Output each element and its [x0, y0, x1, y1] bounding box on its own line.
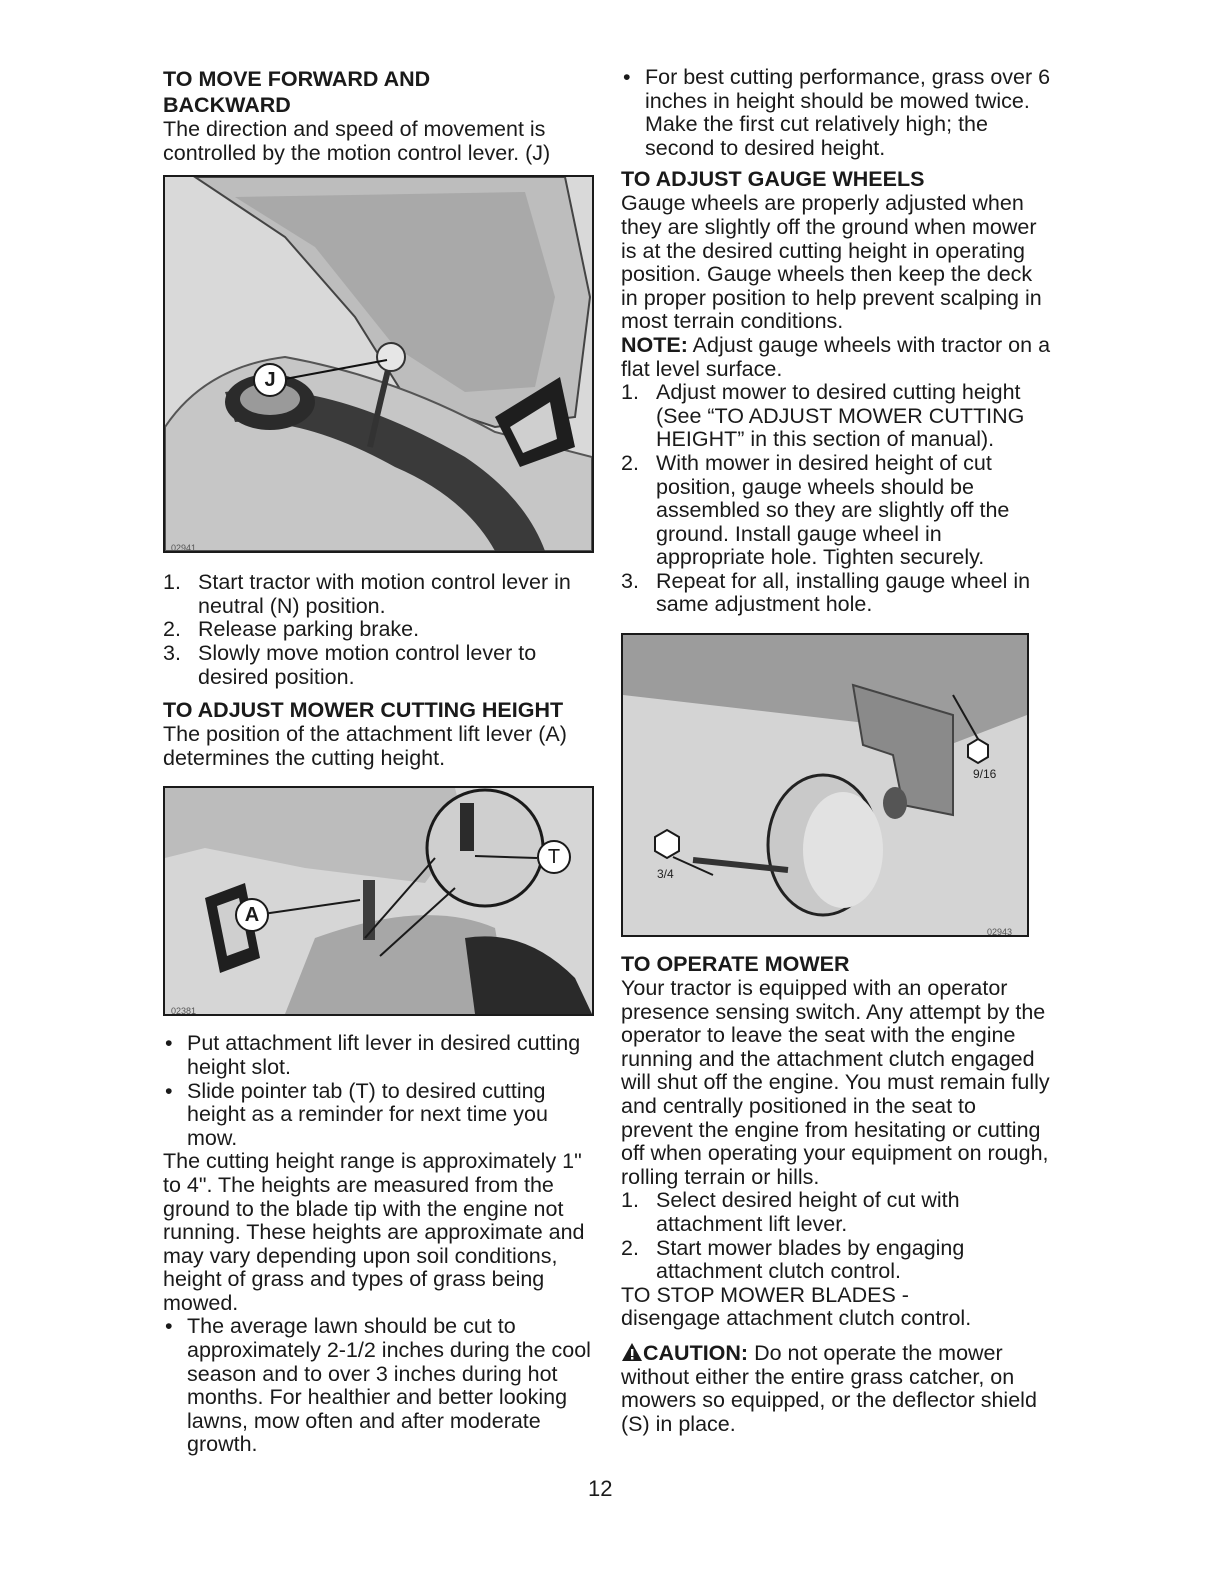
- gauge-note: [621, 334, 1053, 381]
- list-item: 3. Repeat for all, installing gauge wheel in same adjustment hole.: [621, 568, 1031, 617]
- height-intro: The position of the attachment lift lever (A) determines the cutting height.: [163, 722, 567, 770]
- height-heading: TO ADJUST MOWER CUTTING HEIGHT: [163, 698, 564, 723]
- stop-blades: TO STOP MOWER BLADES - disengage attachment clutch control.: [621, 1282, 972, 1331]
- forward-heading: [163, 66, 593, 118]
- lift-lever-illustration: [165, 788, 592, 1017]
- forward-heading-line1: TO MOVE FORWARD AND: [163, 67, 431, 91]
- page-number: 12: [588, 1476, 613, 1501]
- callout-t: T: [537, 840, 571, 874]
- motion-control-illustration: [165, 177, 592, 554]
- left-column: [163, 66, 593, 1457]
- caution-text: Do not operate the mower without either the entire grass catcher, on mowers so equipped, or the deflector shield (S) in place.: [621, 1340, 1037, 1436]
- list-item: • Put attachment lift lever in desired cutting height slot.: [165, 1031, 581, 1079]
- list-item: • For best cutting performance, grass over 6 inches in height should be mowed twice. Make the first cut relatively high; the second to desired height.: [623, 65, 1051, 160]
- size-9-16: 9/16: [973, 767, 997, 782]
- height-bullets: [163, 1032, 593, 1150]
- warning-triangle-icon: [621, 1341, 643, 1365]
- callout-a: A: [235, 898, 269, 932]
- right-column: [621, 66, 1053, 1436]
- list-item: • The average lawn should be cut to approximately 2-1/2 inches during the cool season and to over 3 inches during hot months. For healthier and better looking lawns, mow often and after moderate growth.: [165, 1314, 591, 1457]
- list-item: 2. Start mower blades by engaging attachment clutch control.: [621, 1235, 965, 1284]
- forward-intro: The direction and speed of movement is controlled by the motion control lever. (J): [163, 117, 551, 165]
- list-item: • Slide pointer tab (T) to desired cutting height as a reminder for next time you mow.: [165, 1078, 548, 1150]
- gauge-intro: Gauge wheels are properly adjusted when they are slightly off the ground when mower is at the desired cutting height in operating position. Gauge wheels then keep the deck in proper position to help prevent scalping in most terrain conditions.: [621, 191, 1042, 334]
- gauge-wheel-figure: [621, 633, 1029, 937]
- operate-intro: Your tractor is equipped with an operator presence sensing switch. Any attempt by the operator to leave the seat with the engine running and the attachment clutch engaged will shut off the engine. You must remain fully and centrally positioned in the seat to prevent the engine from hesitating or cutting off when operating your equipment on rough, rolling terrain or hills.: [621, 976, 1050, 1189]
- motion-control-figure: [163, 175, 594, 553]
- caution-label: CAUTION:: [643, 1340, 749, 1365]
- figure3-code: 02943: [987, 927, 1013, 938]
- note-label: NOTE:: [621, 332, 688, 357]
- list-item: 3. Slowly move motion control lever to desired position.: [163, 640, 537, 689]
- operate-heading: TO OPERATE MOWER: [621, 952, 850, 977]
- gauge-steps: [621, 381, 1053, 617]
- gauge-wheel-illustration: [623, 635, 1027, 938]
- figure1-code: 02941: [171, 543, 197, 554]
- height-range: The cutting height range is approximately 1" to 4". The heights are measured from the ground to the blade tip with the engine not running. These heights are approximate and may vary depending upon soil conditions, height of grass and types of grass being mowed.: [163, 1149, 585, 1315]
- note-text: Adjust gauge wheels with tractor on a flat level surface.: [621, 332, 1051, 381]
- size-3-4: 3/4: [657, 867, 674, 882]
- best-bullet: [621, 66, 1053, 160]
- list-item: 1. Adjust mower to desired cutting height (See “TO ADJUST MOWER CUTTING HEIGHT” in this section of manual).: [621, 380, 1025, 452]
- figure2-code: 02381: [171, 1006, 197, 1017]
- callout-j: J: [253, 363, 287, 397]
- forward-steps: [163, 571, 593, 689]
- lawn-bullet: [163, 1315, 593, 1457]
- list-item: 1. Select desired height of cut with attachment lift lever.: [621, 1188, 960, 1236]
- list-item: 2. Release parking brake.: [163, 617, 420, 642]
- list-item: 1. Start tractor with motion control lever in neutral (N) position.: [163, 570, 571, 618]
- forward-heading-line2: BACKWARD: [163, 93, 291, 117]
- operate-steps: [621, 1189, 1053, 1283]
- list-item: 2. With mower in desired height of cut position, gauge wheels should be assembled so they are slightly off the ground. Install gauge wheel in appropriate hole. Tighten securely.: [621, 450, 1010, 570]
- lift-lever-figure: [163, 786, 594, 1016]
- caution-block: [621, 1341, 1053, 1436]
- gauge-heading: TO ADJUST GAUGE WHEELS: [621, 167, 925, 192]
